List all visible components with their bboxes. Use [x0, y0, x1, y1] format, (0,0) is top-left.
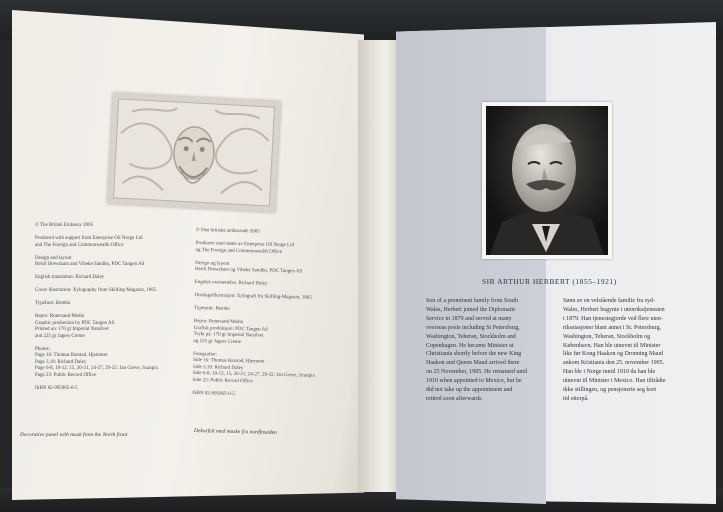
colophon-line: Page 6-8, 10-12, 15, 20-21, 24-27, 29-32: Jan Greve, Scanpix	[35, 366, 159, 371]
colophon-line: Repro: Rotersand Media	[193, 318, 244, 326]
biography-line: Service in 1879 and served at many	[426, 315, 512, 322]
colophon-line: Grafisk produksjon: PDC Tangen AS	[193, 325, 269, 333]
biography-line: Christiania shortly before the new King	[426, 351, 522, 358]
colophon-line: Heidi Drewsham og Vibeke Sandbu, PDC Tangen AS	[195, 266, 303, 275]
colophon-line: Engelsk oversettelse: Richard Daley	[194, 279, 268, 287]
book-gutter	[358, 40, 398, 492]
colophon-line: and 225 gr Jagers Creme	[35, 333, 85, 339]
colophon-line: Side 3,18: Richard Daley	[192, 364, 244, 371]
colophon-line: ISBN 82-995965-0-5	[192, 390, 235, 397]
biography-line: i 1879. Han tjenestegjorde ved flere uten-	[563, 315, 663, 322]
colophon-line: og 225 gr Jagers Creme	[193, 338, 241, 345]
biography-line: Copenhagen. He became Minister at	[426, 342, 514, 349]
biography-line: overseas posts including St Petersburg,	[426, 324, 520, 331]
biography-line: riksstasjoner blant annet i St. Petersburg,	[563, 324, 662, 331]
colophon-line: Trykt på: 170 gr Imperial Natsilvet	[193, 331, 264, 339]
biography-line: Washington, Teheran, Stockholm and	[426, 333, 516, 340]
colophon-line: Side 23: Public Record Office	[192, 377, 253, 384]
colophon-line: ISBN 82-995965-0-5	[35, 385, 78, 391]
colophon-line: Side 16: Thomas Barstad, Hjemmet	[192, 357, 265, 365]
relief-panel-image	[107, 93, 281, 213]
colophon-line: Produsert med støtte av Enterprise Oil Norge Ltd	[195, 240, 295, 249]
right-page-grey-column	[396, 22, 546, 504]
biography-line: Wales, Herbert joined the Diplomatic	[426, 306, 516, 313]
colophon-line: Design og layout	[195, 260, 230, 267]
biography-line: tid etterpå.	[563, 395, 589, 402]
biography-line: ankom Kristiania den 25. november 1905.	[563, 360, 665, 367]
colophon-line: Omslagsillustrasjon: Xylografi fra Skilling-Magazin, 1865	[194, 292, 312, 301]
biography-norwegian	[563, 297, 665, 404]
colophon-norwegian	[192, 228, 318, 400]
biography-line: did not take up the appointment and	[426, 387, 513, 394]
biography-line: utnevnt til Minister i Mexico. Han tiltrådte	[563, 378, 666, 385]
biography-line: retired soon afterwards.	[426, 395, 483, 402]
colophon-line: Fotografier:	[193, 351, 218, 358]
colophon-line: © Den britiske ambassade 2005	[195, 228, 260, 235]
colophon-line: Page 23: Public Record Office	[35, 372, 97, 378]
caption-english: Decorative panel with mask from the North front	[20, 432, 128, 438]
biography-line: like før Kong Haakon og Dronning Maud	[563, 351, 663, 358]
biography-line: 1910 when appointed to Mexico, but he	[426, 378, 522, 385]
colophon-line: Heidi Drewsham and Vibeke Sandbu, PDC Tangen AS	[35, 262, 145, 267]
biography-line: Son of a prominent family from South	[426, 298, 518, 304]
colophon-english	[35, 223, 158, 392]
colophon-line: Page 3,18: Richard Daley	[35, 359, 87, 365]
colophon-line: Printed on: 170 gr Imperial Natsilvet	[35, 327, 109, 332]
portrait-photo	[482, 102, 612, 259]
biography-line: Wales, Herbert begynte i utenrikstjenesten	[563, 306, 665, 313]
colophon-line: Cover illustration: Xylography from Skilling-Magazin, 1865	[35, 288, 157, 293]
biography-english	[426, 297, 527, 404]
colophon-line: Produced with support from Enterprise Oil Norge Ltd	[35, 236, 143, 241]
biography-line: København. Han ble utnevnt til Minister	[563, 342, 661, 349]
colophon-line: Typeface: Bembo	[35, 301, 71, 306]
colophon-line: Page 16: Thomas Barstad, Hjemmet	[35, 353, 108, 358]
biography-line: ikke stillingen, og pensjonerte seg kort	[563, 387, 656, 394]
biography-line: Haakon and Queen Maud arrived there	[426, 360, 520, 367]
colophon-line: og The Foreign and Commonwealth Office	[195, 247, 282, 255]
colophon-line: Photos:	[35, 346, 51, 352]
colophon-line: Side 6-8, 10-12, 15, 20-21, 24-27, 29-32: Jan Greve, Scanpix	[192, 370, 316, 379]
biography-line: Washington, Teheran, Stockholm og	[563, 333, 651, 340]
colophon-line: and The Foreign and Commonwealth Office	[35, 242, 124, 248]
biography-line: on 25 November, 1905. He remained until	[426, 369, 528, 376]
biography-line: Sønn av en velstående familie fra syd-	[563, 298, 655, 304]
colophon-line: Typesnitt: Bembo	[194, 305, 230, 312]
colophon-line: Graphic production by PDC Tangen AS	[35, 320, 115, 326]
biography-line: Han ble i Norge inntil 1910 da han ble	[563, 369, 656, 376]
colophon-line: Design and layout	[35, 255, 72, 261]
colophon-line: © The British Embassy 2005	[35, 223, 94, 228]
colophon-line: Repro: Rotersand Media	[35, 314, 85, 319]
portrait-title: SIR ARTHUR HERBERT (1855–1921)	[482, 277, 617, 286]
caption-norwegian: Dekorfelt med maske fra nordfasaden	[193, 428, 277, 436]
colophon-line: English translation: Richard Daley	[35, 275, 105, 280]
